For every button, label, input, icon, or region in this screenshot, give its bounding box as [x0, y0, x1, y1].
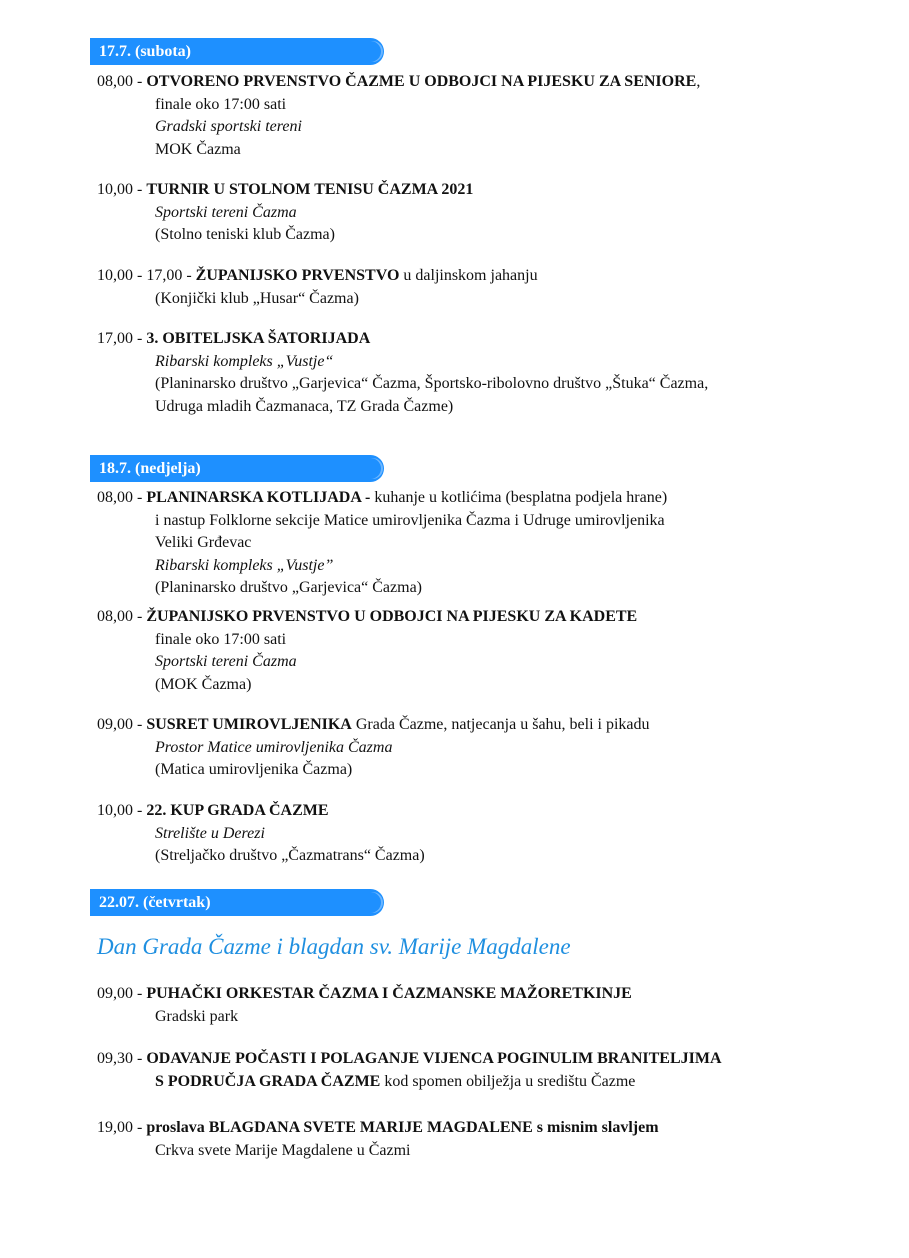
event-location: Strelište u Derezi	[155, 824, 265, 842]
event-time: 19,00 -	[97, 1119, 147, 1136]
event-11-heading	[97, 1117, 857, 1140]
event-time: 10,00 -	[97, 802, 147, 819]
event-organizer: (Stolno teniski klub Čazma)	[155, 226, 335, 243]
event-title-cont-bold: S PODRUČJA GRADA ČAZME	[155, 1072, 381, 1090]
event-11	[97, 1117, 857, 1162]
event-location: Gradski sportski tereni	[155, 118, 302, 135]
event-6	[97, 606, 857, 696]
event-4	[97, 328, 857, 418]
event-location: kod spomen obilježja u središtu Čazme	[380, 1072, 636, 1090]
event-time: 09,30 -	[97, 1050, 147, 1067]
event-title: ODAVANJE POČASTI I POLAGANJE VIJENCA POGINULIM BRANITELJIMA	[146, 1050, 722, 1067]
event-title: SUSRET UMIROVLJENIKA	[146, 716, 352, 733]
day-badge-2: 18.7. (nedjelja)	[90, 455, 384, 482]
event-time: 09,00 -	[97, 985, 147, 1002]
event-time: 09,00 -	[97, 716, 147, 733]
event-location: Ribarski kompleks „Vustje”	[155, 556, 334, 574]
event-5	[97, 487, 857, 600]
event-9-heading	[97, 983, 857, 1006]
event-organizer-cont: Udruga mladih Čazmanaca, TZ Grada Čazme)	[155, 397, 454, 415]
event-title: OTVORENO PRVENSTVO ČAZME U ODBOJCI NA PIJESKU ZA SENIORE	[146, 73, 697, 90]
event-title-tail: u daljinskom jahanju	[399, 267, 538, 284]
event-title: ŽUPANIJSKO PRVENSTVO U ODBOJCI NA PIJESKU ZA KADETE	[146, 608, 638, 625]
event-3	[97, 265, 857, 310]
event-organizer: (Konjički klub „Husar“ Čazma)	[155, 289, 359, 307]
day-badge-1: 17.7. (subota)	[90, 38, 384, 65]
event-10	[97, 1048, 857, 1093]
event-organizer: (Planinarsko društvo „Garjevica“ Čazma, Športsko-ribolovno društvo „Štuka“ Čazma,	[155, 375, 709, 392]
event-6-heading	[97, 606, 857, 629]
event-3-heading	[97, 265, 857, 288]
event-5-heading	[97, 487, 857, 510]
event-title: TURNIR U STOLNOM TENISU ČAZMA 2021	[146, 181, 474, 198]
event-4-heading	[97, 328, 857, 351]
event-organizer: (MOK Čazma)	[155, 675, 252, 693]
event-location: Prostor Matice umirovljenika Čazma	[155, 738, 393, 756]
event-time: 10,00 - 17,00 -	[97, 267, 196, 284]
event-title-tail: kuhanje u kotlićima (besplatna podjela hrane)	[374, 489, 668, 506]
event-organizer: MOK Čazma	[155, 140, 241, 158]
event-organizer: (Matica umirovljenika Čazma)	[155, 761, 353, 778]
event-time: 08,00 -	[97, 608, 147, 625]
event-title: PLANINARSKA KOTLIJADA -	[146, 489, 375, 506]
event-detail: i nastup Folklorne sekcije Matice umirovljenika Čazma i Udruge umirovljenika	[155, 511, 665, 529]
event-organizer: (Planinarsko društvo „Garjevica“ Čazma)	[155, 579, 423, 596]
event-title: 22. KUP GRADA ČAZME	[146, 802, 329, 819]
event-1	[97, 71, 857, 161]
event-time: 08,00 -	[97, 73, 147, 90]
event-8	[97, 800, 857, 868]
event-2	[97, 179, 857, 247]
event-title-cont	[97, 1071, 857, 1094]
event-title: BLAGDANA SVETE MARIJE MAGDALENE	[208, 1119, 533, 1136]
event-title-lead: proslava	[146, 1119, 209, 1136]
event-8-heading	[97, 800, 857, 823]
event-title: PUHAČKI ORKESTAR ČAZMA I ČAZMANSKE MAŽORETKINJE	[146, 985, 632, 1002]
event-9	[97, 983, 857, 1028]
festival-headline: Dan Grada Čazme i blagdan sv. Marije Magdalene	[97, 934, 571, 959]
event-title-tail: s misnim slavljem	[532, 1119, 659, 1136]
event-title-tail: Grada Čazme, natjecanja u šahu, beli i pikadu	[351, 716, 650, 733]
event-title-tail: ,	[696, 73, 701, 90]
event-10-heading	[97, 1048, 857, 1071]
event-1-heading	[97, 71, 857, 94]
event-detail: finale oko 17:00 sati	[155, 95, 287, 113]
event-detail-cont: Veliki Grđevac	[155, 534, 252, 551]
event-7	[97, 714, 857, 782]
event-organizer: (Streljačko društvo „Čazmatrans“ Čazma)	[155, 847, 425, 864]
event-time: 08,00 -	[97, 489, 147, 506]
event-location: Gradski park	[155, 1007, 239, 1025]
day-badge-3: 22.07. (četvrtak)	[90, 889, 384, 916]
event-7-heading	[97, 714, 857, 737]
event-location: Ribarski kompleks „Vustje“	[155, 352, 334, 370]
event-location: Sportski tereni Čazma	[155, 653, 297, 670]
event-location: Crkva svete Marije Magdalene u Čazmi	[155, 1141, 411, 1159]
event-location: Sportski tereni Čazma	[155, 203, 297, 221]
event-title: ŽUPANIJSKO PRVENSTVO	[195, 267, 400, 284]
event-time: 17,00 -	[97, 330, 147, 347]
event-time: 10,00 -	[97, 181, 147, 198]
event-2-heading	[97, 179, 857, 202]
event-title: 3. OBITELJSKA ŠATORIJADA	[146, 330, 371, 347]
event-detail: finale oko 17:00 sati	[155, 630, 287, 648]
